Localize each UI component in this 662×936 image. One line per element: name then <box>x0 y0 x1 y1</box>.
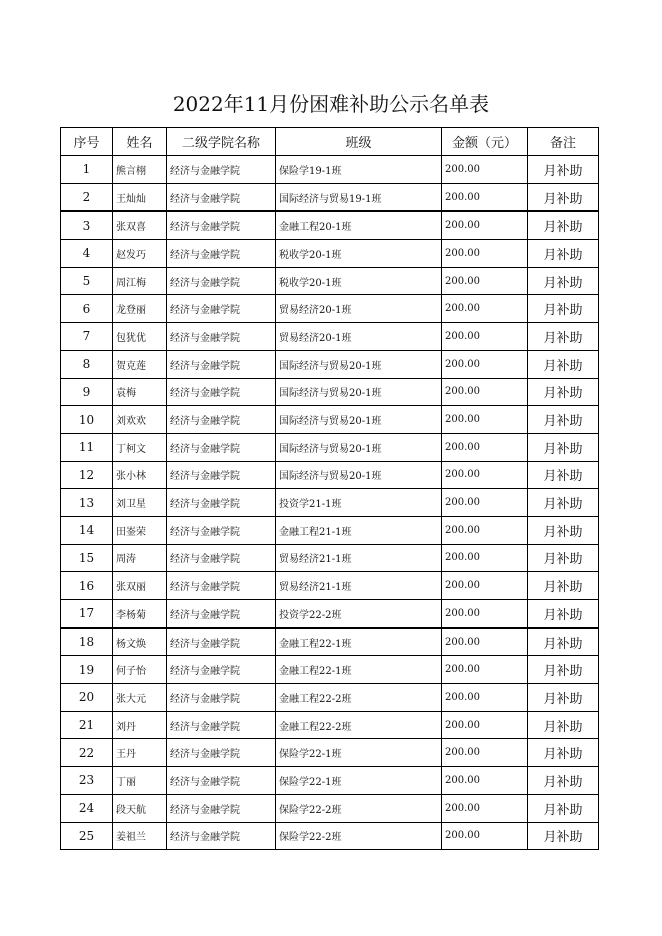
college-name: 经济与金融学院 <box>167 684 276 712</box>
note: 月补助 <box>528 516 599 544</box>
college-name: 经济与金融学院 <box>167 295 276 323</box>
student-name: 龙登丽 <box>113 295 167 323</box>
note: 月补助 <box>528 711 599 739</box>
row-index: 6 <box>61 295 113 323</box>
college-name: 经济与金融学院 <box>167 822 276 850</box>
class-name: 保险学22-2班 <box>276 794 442 822</box>
amount: 200.00 <box>442 433 528 461</box>
class-name: 投资学21-1班 <box>276 489 442 517</box>
note: 月补助 <box>528 544 599 572</box>
table-row <box>61 406 599 434</box>
student-name: 周江梅 <box>113 267 167 295</box>
table-row <box>61 572 599 600</box>
class-name: 保险学22-1班 <box>276 739 442 767</box>
note: 月补助 <box>528 211 599 239</box>
amount: 200.00 <box>442 822 528 850</box>
class-name: 保险学22-2班 <box>276 822 442 850</box>
table-row <box>61 628 599 656</box>
class-name: 税收学20-1班 <box>276 240 442 268</box>
student-name: 杨文焕 <box>113 628 167 656</box>
header-class: 班级 <box>276 128 442 156</box>
amount: 200.00 <box>442 350 528 378</box>
class-name: 贸易经济21-1班 <box>276 544 442 572</box>
table-row <box>61 767 599 795</box>
student-name: 周涛 <box>113 544 167 572</box>
college-name: 经济与金融学院 <box>167 767 276 795</box>
note: 月补助 <box>528 794 599 822</box>
college-name: 经济与金融学院 <box>167 461 276 489</box>
note: 月补助 <box>528 240 599 268</box>
class-name: 国际经济与贸易20-1班 <box>276 433 442 461</box>
table-row <box>61 461 599 489</box>
student-name: 王灿灿 <box>113 183 167 211</box>
student-name: 张双丽 <box>113 572 167 600</box>
college-name: 经济与金融学院 <box>167 323 276 351</box>
class-name: 金融工程22-1班 <box>276 656 442 684</box>
row-index: 7 <box>61 323 113 351</box>
student-name: 包犹优 <box>113 323 167 351</box>
class-name: 国际经济与贸易19-1班 <box>276 183 442 211</box>
amount: 200.00 <box>442 794 528 822</box>
note: 月补助 <box>528 350 599 378</box>
table-row <box>61 739 599 767</box>
amount: 200.00 <box>442 240 528 268</box>
amount: 200.00 <box>442 295 528 323</box>
amount: 200.00 <box>442 267 528 295</box>
class-name: 保险学22-1班 <box>276 767 442 795</box>
college-name: 经济与金融学院 <box>167 489 276 517</box>
note: 月补助 <box>528 684 599 712</box>
class-name: 金融工程21-1班 <box>276 516 442 544</box>
class-name: 投资学22-2班 <box>276 600 442 628</box>
amount: 200.00 <box>442 544 528 572</box>
student-name: 丁丽 <box>113 767 167 795</box>
table-row <box>61 600 599 628</box>
header-row <box>61 128 599 156</box>
note: 月补助 <box>528 378 599 406</box>
table-row <box>61 822 599 850</box>
student-name: 李杨菊 <box>113 600 167 628</box>
class-name: 保险学19-1班 <box>276 156 442 184</box>
student-name: 丁柯文 <box>113 433 167 461</box>
college-name: 经济与金融学院 <box>167 406 276 434</box>
row-index: 10 <box>61 406 113 434</box>
row-index: 25 <box>61 822 113 850</box>
table-row <box>61 295 599 323</box>
table-row <box>61 350 599 378</box>
class-name: 税收学20-1班 <box>276 267 442 295</box>
student-name: 王丹 <box>113 739 167 767</box>
note: 月补助 <box>528 433 599 461</box>
college-name: 经济与金融学院 <box>167 378 276 406</box>
class-name: 国际经济与贸易20-1班 <box>276 350 442 378</box>
table-row <box>61 156 599 184</box>
student-name: 张双喜 <box>113 211 167 239</box>
row-index: 18 <box>61 628 113 656</box>
header-index: 序号 <box>61 128 113 156</box>
note: 月补助 <box>528 656 599 684</box>
student-name: 张小林 <box>113 461 167 489</box>
row-index: 1 <box>61 156 113 184</box>
amount: 200.00 <box>442 323 528 351</box>
amount: 200.00 <box>442 378 528 406</box>
header-name: 姓名 <box>113 128 167 156</box>
student-name: 段天航 <box>113 794 167 822</box>
amount: 200.00 <box>442 767 528 795</box>
row-index: 19 <box>61 656 113 684</box>
student-name: 刘卫星 <box>113 489 167 517</box>
table-row <box>61 240 599 268</box>
college-name: 经济与金融学院 <box>167 350 276 378</box>
amount: 200.00 <box>442 684 528 712</box>
table-row <box>61 433 599 461</box>
table-row <box>61 544 599 572</box>
class-name: 贸易经济20-1班 <box>276 295 442 323</box>
row-index: 21 <box>61 711 113 739</box>
table-row <box>61 794 599 822</box>
note: 月补助 <box>528 323 599 351</box>
college-name: 经济与金融学院 <box>167 183 276 211</box>
row-index: 20 <box>61 684 113 712</box>
student-name: 贺克莲 <box>113 350 167 378</box>
amount: 200.00 <box>442 156 528 184</box>
note: 月补助 <box>528 628 599 656</box>
note: 月补助 <box>528 572 599 600</box>
row-index: 15 <box>61 544 113 572</box>
student-name: 熊言栩 <box>113 156 167 184</box>
table-row <box>61 378 599 406</box>
class-name: 国际经济与贸易20-1班 <box>276 461 442 489</box>
row-index: 14 <box>61 516 113 544</box>
college-name: 经济与金融学院 <box>167 516 276 544</box>
note: 月补助 <box>528 267 599 295</box>
amount: 200.00 <box>442 406 528 434</box>
college-name: 经济与金融学院 <box>167 711 276 739</box>
row-index: 22 <box>61 739 113 767</box>
amount: 200.00 <box>442 211 528 239</box>
college-name: 经济与金融学院 <box>167 600 276 628</box>
class-name: 贸易经济20-1班 <box>276 323 442 351</box>
table-row <box>61 183 599 211</box>
amount: 200.00 <box>442 628 528 656</box>
college-name: 经济与金融学院 <box>167 656 276 684</box>
header-amount: 金额（元） <box>442 128 528 156</box>
college-name: 经济与金融学院 <box>167 156 276 184</box>
header-college: 二级学院名称 <box>167 128 276 156</box>
note: 月补助 <box>528 489 599 517</box>
amount: 200.00 <box>442 739 528 767</box>
document-title: 2022年11月份困难补助公示名单表 <box>172 92 490 116</box>
college-name: 经济与金融学院 <box>167 267 276 295</box>
row-index: 11 <box>61 433 113 461</box>
class-name: 金融工程22-2班 <box>276 684 442 712</box>
student-name: 张大元 <box>113 684 167 712</box>
note: 月补助 <box>528 183 599 211</box>
table-row <box>61 656 599 684</box>
table-row <box>61 267 599 295</box>
amount: 200.00 <box>442 461 528 489</box>
table-row <box>61 516 599 544</box>
row-index: 8 <box>61 350 113 378</box>
college-name: 经济与金融学院 <box>167 794 276 822</box>
college-name: 经济与金融学院 <box>167 739 276 767</box>
amount: 200.00 <box>442 183 528 211</box>
student-name: 姜祖兰 <box>113 822 167 850</box>
row-index: 5 <box>61 267 113 295</box>
row-index: 4 <box>61 240 113 268</box>
student-name: 田崟荣 <box>113 516 167 544</box>
note: 月补助 <box>528 295 599 323</box>
row-index: 3 <box>61 211 113 239</box>
college-name: 经济与金融学院 <box>167 572 276 600</box>
class-name: 国际经济与贸易20-1班 <box>276 378 442 406</box>
college-name: 经济与金融学院 <box>167 240 276 268</box>
row-index: 9 <box>61 378 113 406</box>
row-index: 16 <box>61 572 113 600</box>
amount: 200.00 <box>442 600 528 628</box>
row-index: 17 <box>61 600 113 628</box>
table-row <box>61 323 599 351</box>
amount: 200.00 <box>442 489 528 517</box>
note: 月补助 <box>528 600 599 628</box>
amount: 200.00 <box>442 711 528 739</box>
college-name: 经济与金融学院 <box>167 433 276 461</box>
class-name: 金融工程22-1班 <box>276 628 442 656</box>
student-name: 赵发巧 <box>113 240 167 268</box>
note: 月补助 <box>528 461 599 489</box>
table-row <box>61 211 599 239</box>
table-row <box>61 489 599 517</box>
student-name: 何子怡 <box>113 656 167 684</box>
row-index: 13 <box>61 489 113 517</box>
student-name: 刘欢欢 <box>113 406 167 434</box>
table-row <box>61 684 599 712</box>
class-name: 国际经济与贸易20-1班 <box>276 406 442 434</box>
note: 月补助 <box>528 822 599 850</box>
college-name: 经济与金融学院 <box>167 211 276 239</box>
note: 月补助 <box>528 156 599 184</box>
note: 月补助 <box>528 406 599 434</box>
amount: 200.00 <box>442 572 528 600</box>
row-index: 24 <box>61 794 113 822</box>
student-name: 袁梅 <box>113 378 167 406</box>
college-name: 经济与金融学院 <box>167 628 276 656</box>
class-name: 贸易经济21-1班 <box>276 572 442 600</box>
header-note: 备注 <box>528 128 599 156</box>
class-name: 金融工程22-2班 <box>276 711 442 739</box>
student-name: 刘丹 <box>113 711 167 739</box>
row-index: 23 <box>61 767 113 795</box>
amount: 200.00 <box>442 656 528 684</box>
amount: 200.00 <box>442 516 528 544</box>
subsidy-table <box>60 127 599 850</box>
row-index: 12 <box>61 461 113 489</box>
note: 月补助 <box>528 739 599 767</box>
college-name: 经济与金融学院 <box>167 544 276 572</box>
note: 月补助 <box>528 767 599 795</box>
class-name: 金融工程20-1班 <box>276 211 442 239</box>
row-index: 2 <box>61 183 113 211</box>
table-row <box>61 711 599 739</box>
